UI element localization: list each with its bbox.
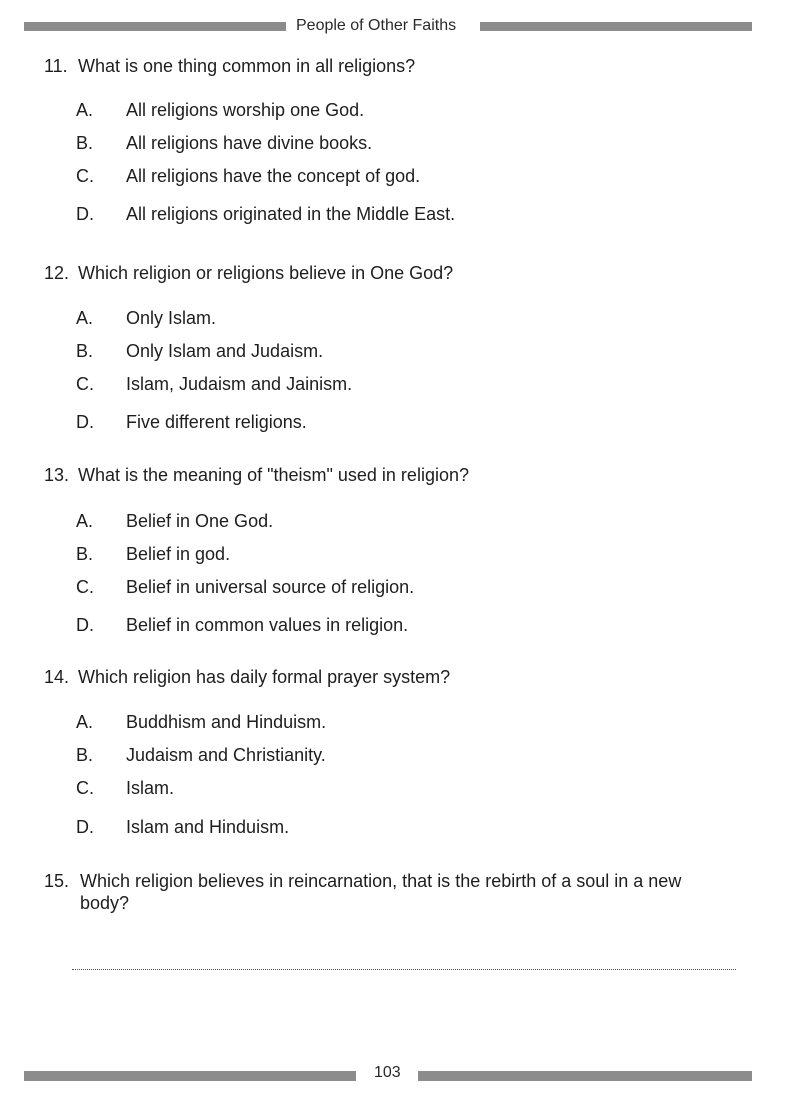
question-text: What is the meaning of "theism" used in religion? — [78, 465, 469, 485]
option-14-d — [76, 816, 289, 838]
option-letter: C. — [76, 778, 94, 798]
option-13-a — [76, 510, 273, 532]
option-14-c — [76, 777, 174, 799]
option-letter: B. — [76, 745, 94, 765]
option-text: Belief in common values in religion. — [126, 615, 409, 635]
page-header — [0, 14, 800, 42]
option-letter: B. — [76, 133, 94, 153]
question-15 — [44, 870, 724, 914]
answer-line[interactable] — [72, 968, 736, 970]
option-14-b — [76, 744, 326, 766]
question-number: 14. — [44, 667, 70, 687]
option-text: All religions originated in the Middle East. — [126, 204, 456, 224]
question-11 — [44, 55, 744, 77]
question-14 — [44, 666, 744, 688]
option-text: Belief in universal source of religion. — [126, 577, 415, 597]
option-11-d — [76, 203, 455, 225]
option-11-b — [76, 132, 372, 154]
option-text: Islam, Judaism and Jainism. — [126, 374, 353, 394]
footer-bar-left — [24, 1071, 356, 1081]
page-number: 103 — [374, 1064, 401, 1081]
option-letter: D. — [76, 204, 94, 224]
question-number: 12. — [44, 263, 70, 283]
question-number: 13. — [44, 465, 70, 485]
option-text: Only Islam and Judaism. — [126, 341, 324, 361]
running-title: People of Other Faiths — [296, 17, 457, 34]
option-text: All religions have the concept of god. — [126, 166, 421, 186]
option-text: Judaism and Christianity. — [126, 745, 326, 765]
header-bar-left — [24, 22, 286, 31]
option-letter: A. — [76, 511, 94, 531]
question-number: 11. — [44, 56, 68, 76]
question-text: Which religion believes in reincarnation, that is the rebirth of a soul in a new body? — [80, 871, 682, 913]
option-text: Belief in god. — [126, 544, 231, 564]
question-text: Which religion or religions believe in One God? — [78, 263, 454, 283]
option-letter: D. — [76, 412, 94, 432]
option-text: Belief in One God. — [126, 511, 274, 531]
option-letter: C. — [76, 374, 94, 394]
option-text: Buddhism and Hinduism. — [126, 712, 327, 732]
option-text: All religions have divine books. — [126, 133, 373, 153]
question-text: What is one thing common in all religions? — [78, 56, 416, 76]
option-14-a — [76, 711, 326, 733]
footer-bar-right — [418, 1071, 752, 1081]
option-letter: C. — [76, 577, 94, 597]
option-11-a — [76, 99, 364, 121]
option-letter: A. — [76, 100, 94, 120]
question-13 — [44, 464, 744, 486]
option-11-c — [76, 165, 420, 187]
option-13-b — [76, 543, 230, 565]
option-letter: B. — [76, 341, 94, 361]
header-bar-right — [480, 22, 752, 31]
option-text: Only Islam. — [126, 308, 217, 328]
option-text: Five different religions. — [126, 412, 307, 432]
option-letter: C. — [76, 166, 94, 186]
option-letter: A. — [76, 308, 94, 328]
option-letter: D. — [76, 615, 94, 635]
option-12-d — [76, 411, 307, 433]
option-12-c — [76, 373, 352, 395]
option-12-a — [76, 307, 216, 329]
option-letter: D. — [76, 817, 94, 837]
option-13-c — [76, 576, 414, 598]
question-number: 15. — [44, 871, 70, 891]
option-13-d — [76, 614, 408, 636]
option-text: Islam. — [126, 778, 175, 798]
option-12-b — [76, 340, 323, 362]
question-text: Which religion has daily formal prayer system? — [78, 667, 451, 687]
question-12 — [44, 262, 744, 284]
option-text: Islam and Hinduism. — [126, 817, 290, 837]
option-letter: B. — [76, 544, 94, 564]
option-text: All religions worship one God. — [126, 100, 365, 120]
option-letter: A. — [76, 712, 94, 732]
